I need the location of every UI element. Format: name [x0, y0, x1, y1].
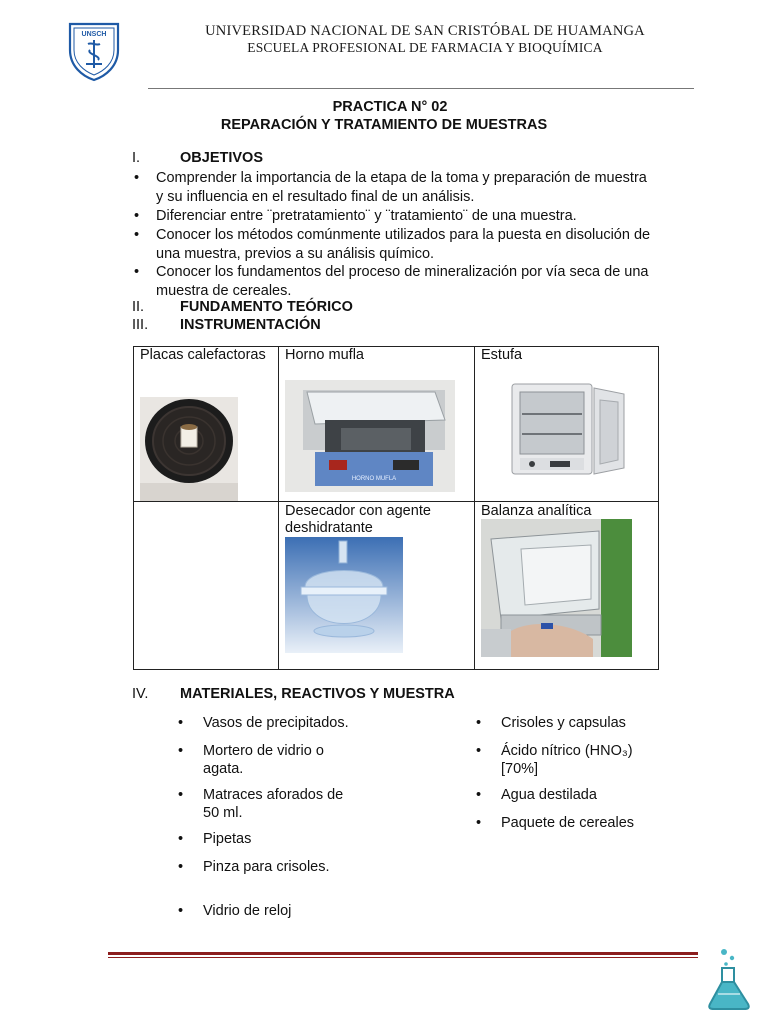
objective-text: Conocer los métodos comúnmente utilizados para la puesta en disolución de una muestra, previos a su análisis químico. — [156, 227, 651, 262]
section-label: FUNDAMENTO TEÓRICO — [180, 299, 353, 315]
bullet: • — [134, 264, 140, 280]
bullet: • — [476, 743, 482, 759]
bullet: • — [178, 903, 184, 919]
practice-number: PRACTICA N° 02 — [332, 99, 448, 115]
footer-rule — [108, 952, 698, 955]
table-divider — [278, 347, 279, 669]
desecador-label: Desecador con agente deshidratante — [285, 503, 431, 536]
material-text: Pipetas — [203, 831, 252, 847]
section-number: III. — [132, 317, 149, 333]
svg-text:HORNO MUFLA: HORNO MUFLA — [351, 476, 397, 482]
svg-text:UNSCH: UNSCH — [81, 31, 107, 38]
objective-text: Conocer los fundamentos del proceso de mineralización por vía seca de una muestra de cereales. — [156, 264, 649, 299]
university-name: UNIVERSIDAD NACIONAL DE SAN CRISTÓBAL DE HUAMANGA — [205, 23, 645, 39]
section-label: MATERIALES, REACTIVOS Y MUESTRA — [180, 686, 455, 702]
header-rule — [148, 88, 694, 89]
balanza-label: Balanza analítica — [481, 503, 592, 519]
section-label: INSTRUMENTACIÓN — [180, 317, 321, 333]
section-number: IV. — [132, 686, 149, 702]
school-name: ESCUELA PROFESIONAL DE FARMACIA Y BIOQUÍMICA — [247, 40, 603, 55]
material-text: Paquete de cereales — [501, 815, 635, 831]
muffle-furnace-photo — [285, 380, 455, 492]
desiccator-photo — [285, 537, 403, 653]
flask-icon — [706, 948, 752, 1010]
estufa-label: Estufa — [481, 347, 523, 363]
bullet: • — [178, 787, 184, 803]
bullet: • — [476, 787, 482, 803]
analytical-balance-photo — [481, 519, 632, 657]
bullet: • — [134, 208, 140, 224]
university-logo — [66, 20, 122, 82]
bullet: • — [178, 831, 184, 847]
material-text: Crisoles y capsulas — [501, 715, 626, 731]
material-text: Agua destilada — [501, 787, 597, 803]
material-text: Mortero de vidrio o agata. — [203, 743, 324, 777]
placas-label: Placas calefactoras — [140, 347, 266, 363]
material-text: Matraces aforados de 50 ml. — [203, 787, 344, 821]
table-divider — [474, 347, 475, 669]
bullet: • — [134, 227, 140, 243]
hot-plate-photo — [140, 397, 238, 501]
section-number: II. — [132, 299, 145, 315]
bullet: • — [476, 715, 482, 731]
objective-text: Diferenciar entre ¨pretratamiento¨ y ¨tratamiento¨ de una muestra. — [156, 208, 577, 224]
bullet: • — [178, 715, 184, 731]
material-text: Pinza para crisoles. — [203, 859, 330, 875]
section-number: I. — [132, 150, 141, 166]
section-label: OBJETIVOS — [180, 150, 263, 166]
bullet: • — [178, 859, 184, 875]
instrument-table — [133, 346, 659, 670]
horno-label: Horno mufla — [285, 347, 364, 363]
drying-oven-photo — [510, 380, 630, 482]
objective-text: Comprender la importancia de la etapa de la toma y preparación de muestra y su influencia en el resultado final de un análisis. — [156, 170, 647, 205]
material-text: Ácido nítrico (HNO₃) [70%] — [501, 743, 633, 777]
bullet: • — [134, 170, 140, 186]
material-text: Vasos de precipitados. — [203, 715, 349, 731]
table-divider — [134, 501, 658, 502]
footer-rule-thin — [108, 957, 698, 958]
material-text: Vidrio de reloj — [203, 903, 292, 919]
bullet: • — [476, 815, 482, 831]
practice-title: REPARACIÓN Y TRATAMIENTO DE MUESTRAS — [220, 117, 548, 133]
bullet: • — [178, 743, 184, 759]
